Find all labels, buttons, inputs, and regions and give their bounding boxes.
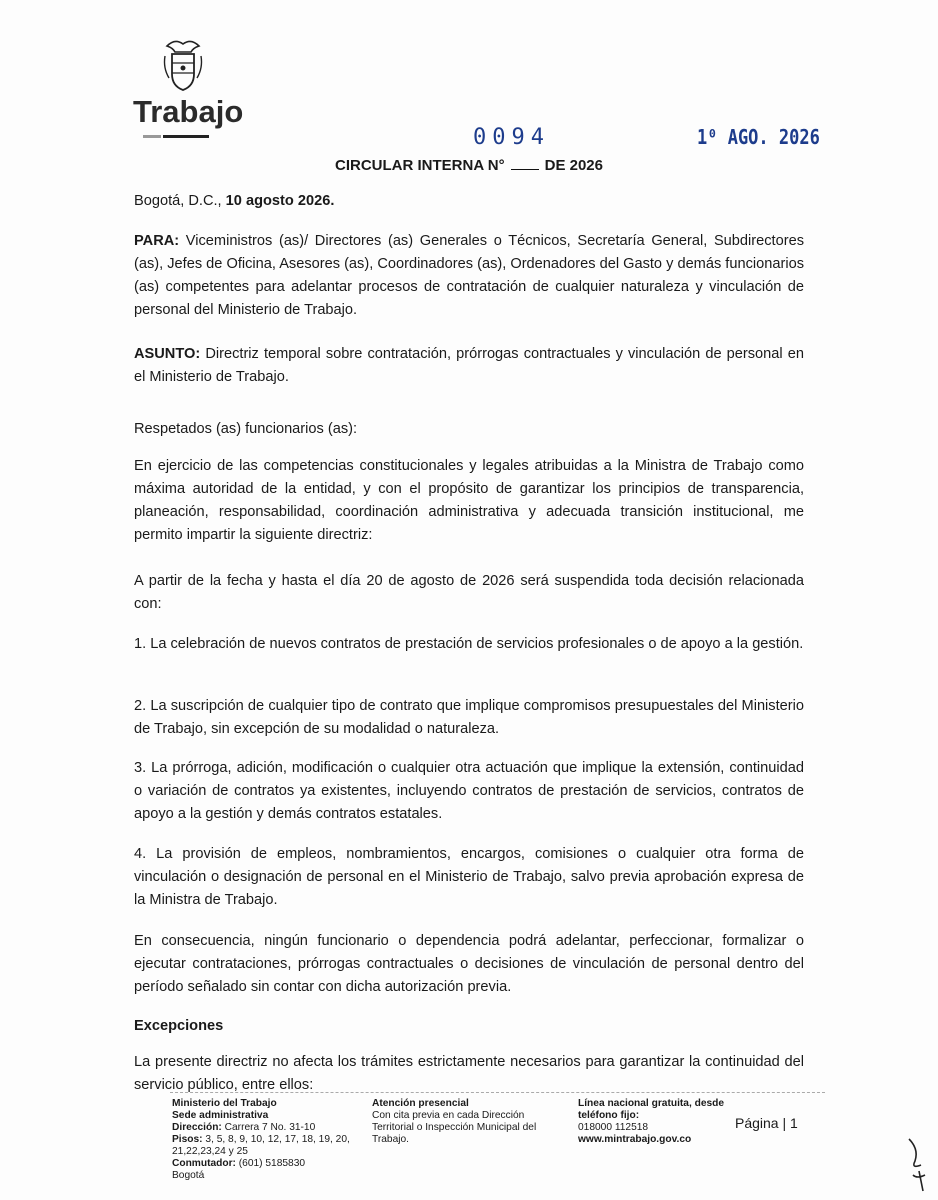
footer-hotline-title: Línea nacional gratuita, desde teléfono fijo:: [578, 1098, 725, 1121]
circular-prefix: CIRCULAR INTERNA N°: [335, 157, 505, 174]
footer-pisos-label: Pisos:: [172, 1134, 203, 1145]
recipients-label: PARA:: [134, 233, 180, 249]
coat-of-arms-icon: [161, 38, 205, 94]
footer-sede: Sede administrativa: [172, 1110, 269, 1121]
suspension-paragraph: A partir de la fecha y hasta el día 20 de agosto de 2026 será suspendida toda decisión relacionada con:: [134, 572, 804, 612]
exceptions-paragraph: La presente directriz no afecta los trámites estrictamente necesarios para garantizar la continuidad del servicio público, entre ellos:: [134, 1053, 804, 1093]
footer-city: Bogotá: [172, 1170, 205, 1181]
list-item: 2. La suscripción de cualquier tipo de contrato que implique compromisos presupuestales del Ministerio de Trabajo, sin excepción de su modalidad o naturaleza.: [134, 697, 804, 737]
filing-stamp-number: 0094: [473, 125, 550, 150]
footer-dir-value: Carrera 7 No. 31-10: [221, 1122, 316, 1133]
date-value: 10 agosto 2026.: [225, 193, 335, 209]
exceptions-heading: Excepciones: [134, 1017, 224, 1034]
number-blank: [511, 169, 539, 170]
date-line: [134, 190, 804, 213]
consequence-paragraph: En consecuencia, ningún funcionario o dependencia podrá adelantar, perfeccionar, formalizar o ejecutar contrataciones, prórrogas contractuales o decisiones de vinculación de personal dentro del período señalado sin contar con dicha autorización previa.: [134, 932, 804, 995]
circular-suffix: DE 2026: [544, 157, 603, 174]
footer-conm-value: (601) 5185830: [235, 1158, 306, 1169]
footer-divider: [170, 1092, 825, 1093]
date-city: Bogotá, D.C.,: [134, 193, 226, 209]
footer-contact: [578, 1098, 728, 1146]
list-item: 3. La prórroga, adición, modificación o cualquier otra actuación que implique la extensión, continuidad o variación de contratos ya existentes, incluyendo contratos de prestación de servicios, contratos de apoyo a la gestión y demás contratos estatales.: [134, 759, 804, 822]
circular-title: [0, 157, 938, 174]
subject-label: ASUNTO:: [134, 346, 201, 362]
footer-attention-text: Con cita previa en cada Dirección Territorial o Inspección Municipal del Trabajo.: [372, 1110, 537, 1145]
recipients-paragraph: [134, 230, 804, 322]
footer-attention-title: Atención presencial: [372, 1098, 469, 1109]
footer-pisos-value: 3, 5, 8, 9, 10, 12, 17, 18, 19, 20, 21,22,23,24 y 25: [172, 1134, 350, 1157]
footer-conm-label: Conmutador:: [172, 1158, 236, 1169]
greeting: Respetados (as) funcionarios (as):: [134, 420, 358, 437]
recipients-text: Viceministros (as)/ Directores (as) Generales o Técnicos, Secretaría General, Subdirectores (as), Jefes de Oficina, Asesores (as), Coordinadores (as), Ordenadores del Gasto y demás funcionarios (as) competentes para adelantar procesos de contratación de cualquier naturaleza y vinculación de personal del Ministerio de Trabajo.: [134, 233, 805, 318]
footer-website: www.mintrabajo.gov.co: [578, 1134, 692, 1145]
list-item: 4. La provisión de empleos, nombramientos, encargos, comisiones o cualquier otra forma de vinculación o designación de personal en el Ministerio de Trabajo, salvo previa aprobación expresa de la Ministra de Trabajo.: [134, 845, 804, 908]
page-number: Página | 1: [735, 1115, 798, 1131]
footer-phone: 018000 112518: [578, 1122, 649, 1133]
footer-ministry-name: Ministerio del Trabajo: [172, 1098, 277, 1109]
subject-paragraph: [134, 343, 804, 389]
intro-paragraph: En ejercicio de las competencias constitucionales y legales atribuidas a la Ministra de Trabajo como máxima autoridad de la entidad, y con el propósito de garantizar los principios de transparencia, planeación, responsabilidad, coordinación administrativa y adecuada transición institucional, me permito impartir la siguiente directriz:: [134, 457, 804, 543]
logo-text: Trabajo: [133, 94, 244, 129]
footer-attention: [372, 1098, 562, 1146]
logo-rule: [163, 135, 209, 138]
footer-address: [172, 1098, 362, 1182]
filing-stamp-date: 1⁰ AGO. 2026: [697, 125, 820, 149]
logo-rule-grey: [143, 135, 161, 138]
subject-text: Directriz temporal sobre contratación, prórrogas contractuales y vinculación de personal en el Ministerio de Trabajo.: [134, 346, 804, 385]
initials-mark: [905, 1135, 929, 1195]
list-item: 1. La celebración de nuevos contratos de prestación de servicios profesionales o de apoyo a la gestión.: [134, 635, 804, 652]
footer-dir-label: Dirección:: [172, 1122, 222, 1133]
